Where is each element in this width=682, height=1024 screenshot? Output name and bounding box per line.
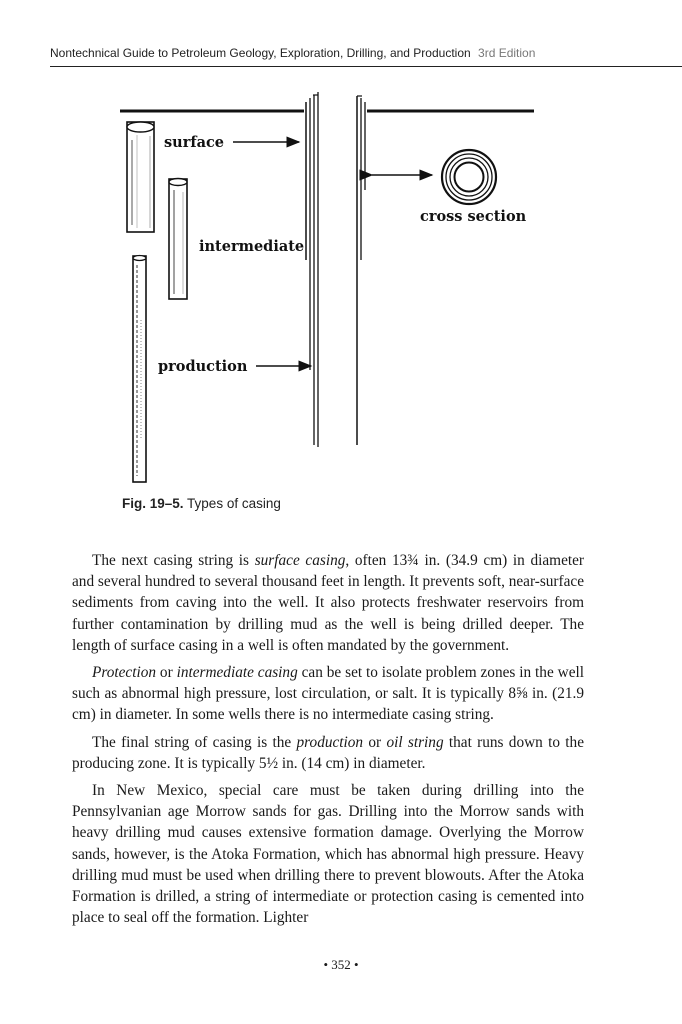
intermediate-label: intermediate	[199, 238, 305, 255]
production-label: production	[158, 358, 248, 375]
body-text	[72, 550, 584, 934]
running-header	[50, 46, 682, 60]
casing-figure	[0, 80, 682, 500]
term-surface-casing: surface casing	[254, 552, 346, 569]
paragraph: In New Mexico, special care must be taken during drilling into the Pennsylvanian age Morrow sands for gas. Drilling into the Morrow sands with heavy drilling mud causes extensive formation damage. Overlying the Morrow sands, however, is the Atoka Formation, which has abnormal high pressure. Heavy drilling mud must be used when drilling there to prevent blowouts. After the Atoka Formation is drilled, a string of intermediate or protection casing is cemented into place to seal off the formation. Lighter	[72, 782, 584, 927]
wellbore-casing	[306, 92, 365, 447]
figure-caption	[122, 496, 281, 511]
figure-number: Fig. 19–5.	[122, 496, 184, 511]
paragraph: The final string of casing is the production or oil string that runs down to the producing zone. It is typically 5½ in. (14 cm) in diameter.	[72, 733, 584, 772]
term-protection: Protection	[92, 664, 157, 682]
surface-label: surface	[164, 134, 225, 151]
casing-diagram	[0, 80, 682, 500]
term-intermediate-casing: intermediate casing	[176, 664, 298, 682]
intermediate-casing-pipe	[169, 179, 187, 300]
page-number: • 352 •	[323, 957, 359, 972]
figure-caption-text: Types of casing	[187, 496, 281, 511]
cross-section-rings	[442, 150, 496, 204]
production-casing-pipe	[133, 256, 146, 483]
book-title: Nontechnical Guide to Petroleum Geology, Exploration, Drilling, and Production	[50, 46, 471, 60]
edition-label: 3rd Edition	[478, 46, 536, 60]
header-rule	[50, 66, 682, 67]
paragraph: The next casing string is surface casing, often 13¾ in. (34.9 cm) in diameter and several hundred to several thousand feet in length. It prevents soft, near-surface sediments from caving into the well. It also protects freshwater reservoirs from further contamination by drilling mud as the well is being drilled deeper. The length of surface casing in a well is often mandated by the government.	[72, 552, 585, 654]
term-oil-string: oil string	[386, 733, 444, 751]
cross-section-label: cross section	[420, 208, 527, 225]
term-production: production	[296, 733, 364, 751]
paragraph: Protection or intermediate casing can be set to isolate problem zones in the well such as abnormal high pressure, lost circulation, or salt. It is typically 8⅝ in. (21.9 cm) in diameter. In some wells there is no intermediate casing string.	[72, 664, 584, 724]
surface-casing-pipe	[127, 122, 154, 232]
